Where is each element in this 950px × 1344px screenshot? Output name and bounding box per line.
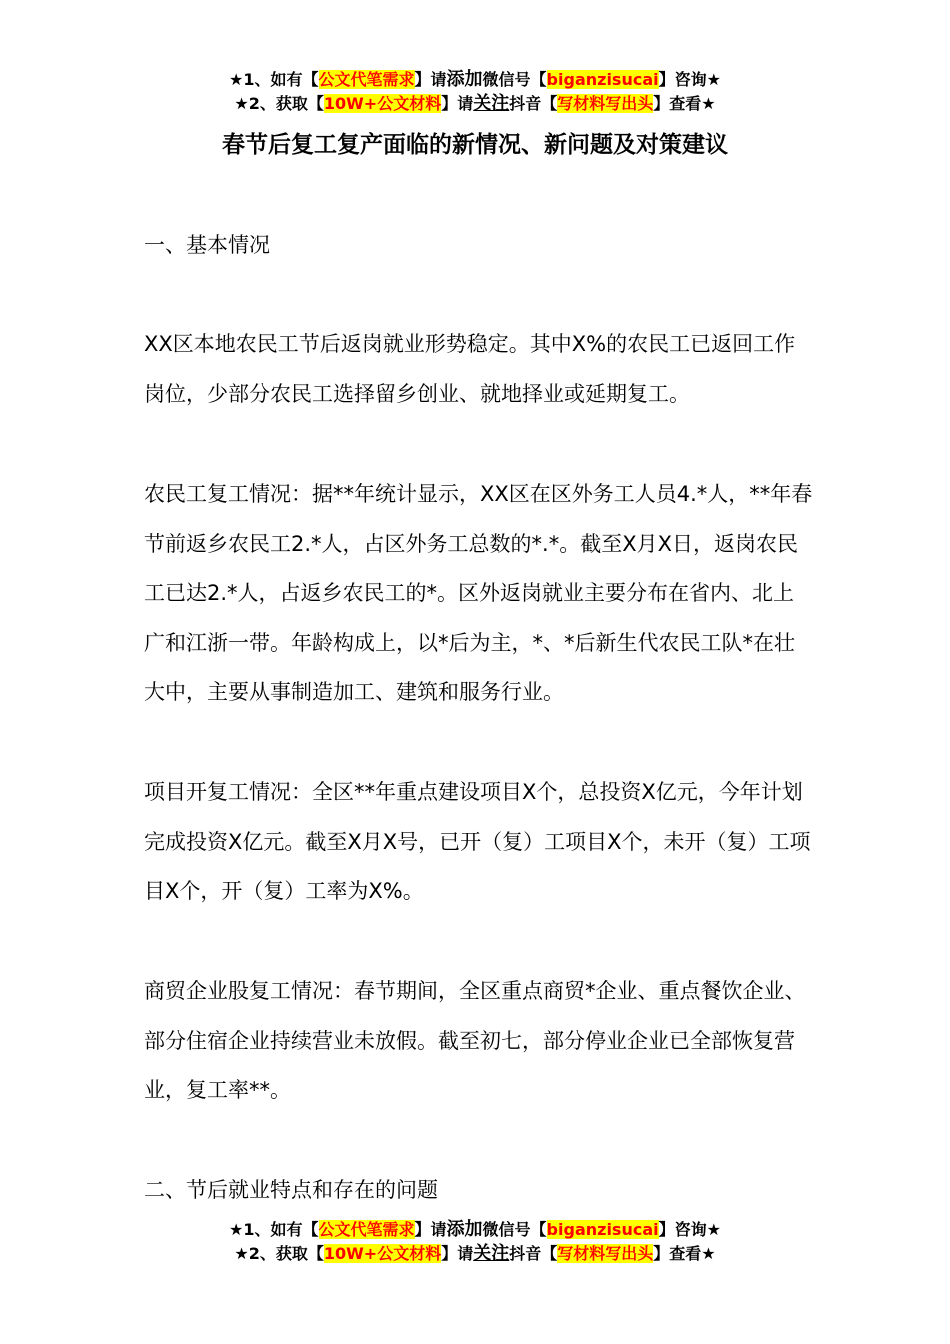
promo-highlight-materials: 10W+公文材料 — [323, 1244, 442, 1263]
paragraph-3: 项目开复工情况：全区**年重点建设项目X个，总投资X亿元，今年计划完成投资X亿元。截至X月X号，已开（复）工项目X个，未开（复）工项目X个，开（复）工率为X%。 — [144, 780, 811, 904]
document-title: 春节后复工复产面临的新情况、新问题及对策建议 — [222, 132, 728, 158]
promo-highlight-douyin: 写材料写出头 — [557, 1244, 654, 1263]
promo-line-2: ★2、获取【10W+公文材料】请关注抖音【写材料写出头】查看★ — [234, 1243, 716, 1264]
promo-highlight-service: 公文代笔需求 — [318, 1220, 415, 1239]
paragraph-1: XX区本地农民工节后返岗就业形势稳定。其中X%的农民工已返回工作岗位，少部分农民工选择留乡创业、就地择业或延期复工。 — [144, 332, 796, 406]
promo-highlight-materials: 10W+公文材料 — [323, 94, 442, 113]
promo-highlight-service: 公文代笔需求 — [318, 70, 415, 89]
paragraph-4: 商贸企业股复工情况：春节期间，全区重点商贸*企业、重点餐饮企业、部分住宿企业持续营业未放假。截至初七，部分停业企业已全部恢复营业，复工率**。 — [144, 979, 806, 1103]
promo-line-2: ★2、获取【10W+公文材料】请关注抖音【写材料写出头】查看★ — [234, 93, 716, 114]
promo-banner-top — [0, 68, 950, 116]
promo-highlight-wechat-id: biganzisucai — [546, 70, 659, 89]
promo-banner-bottom — [0, 1218, 950, 1266]
promo-line-1: ★1、如有【公文代笔需求】请添加微信号【biganzisucai】咨询★ — [229, 1219, 721, 1240]
paragraph-2: 农民工复工情况：据**年统计显示，XX区在区外务工人员4.*人，**年春节前返乡农民工2.*人，占区外务工总数的*.*。截至X月X日，返岗农民工已达2.*人，占返乡农民工的*。区外返岗就业主要分布在省内、北上广和江浙一带。年龄构成上，以*后为主，*、*后新生代农民工队*在壮大中，主要从事制造加工、建筑和服务行业。 — [144, 482, 813, 705]
promo-highlight-douyin: 写材料写出头 — [557, 94, 654, 113]
section-heading-problems: 二、节后就业特点和存在的问题 — [144, 1178, 438, 1202]
promo-highlight-wechat-id: biganzisucai — [546, 1220, 659, 1239]
promo-line-1: ★1、如有【公文代笔需求】请添加微信号【biganzisucai】咨询★ — [229, 69, 721, 90]
section-heading-basic: 一、基本情况 — [144, 233, 270, 257]
